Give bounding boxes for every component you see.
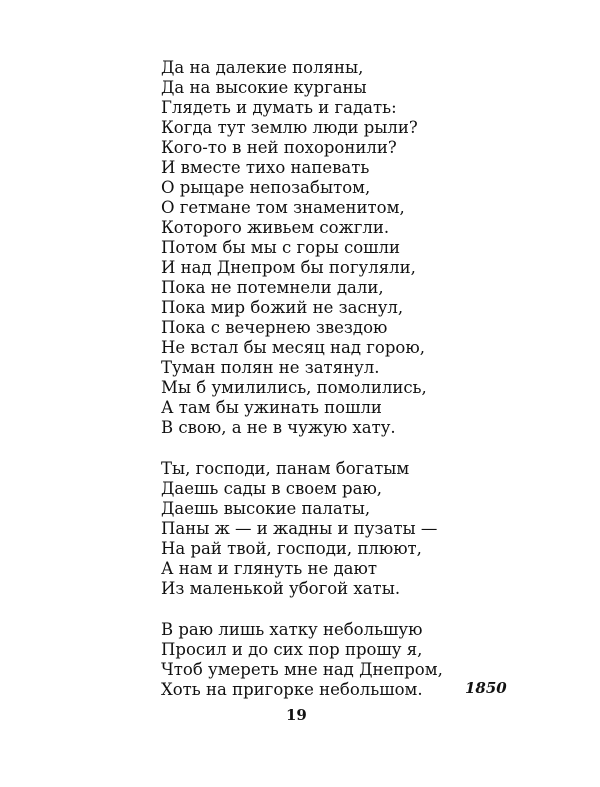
poem-line: А там бы ужинать пошли xyxy=(161,398,382,417)
poem-line: Ты, господи, панам богатым xyxy=(161,459,410,478)
poem-line: Пока не потемнели дали, xyxy=(161,278,384,297)
poem-line: Чтоб умереть мне над Днепром, xyxy=(161,660,443,679)
poem-line: Когда тут землю люди рыли? xyxy=(161,118,418,137)
poem-date: 1850 xyxy=(465,679,507,697)
poem-line: О гетмане том знаменитом, xyxy=(161,198,405,217)
poem-line: Глядеть и думать и гадать: xyxy=(161,98,397,117)
poem-line: Даешь сады в своем раю, xyxy=(161,479,383,498)
poem-line: И над Днепром бы погуляли, xyxy=(161,258,416,277)
poem-line: Из маленькой убогой хаты. xyxy=(161,579,401,598)
poem-line: В свою, а не в чужую хату. xyxy=(161,418,396,437)
poem-line: Да на высокие курганы xyxy=(161,78,367,97)
poem-line: Просил и до сих пор прошу я, xyxy=(161,640,423,659)
poem-line: Пока с вечернею звездою xyxy=(161,318,388,337)
poem-line: И вместе тихо напевать xyxy=(161,158,370,177)
poem-line: Пока мир божий не заснул, xyxy=(161,298,404,317)
poem-line: Да на далекие поляны, xyxy=(161,58,364,77)
poem-text xyxy=(161,58,481,700)
poem-line: На рай твой, господи, плюют, xyxy=(161,539,422,558)
poem-line: Паны ж — и жадны и пузаты — xyxy=(161,519,438,538)
poem-line: Потом бы мы с горы сошли xyxy=(161,238,400,257)
poem-line: Которого живьем сожгли. xyxy=(161,218,390,237)
poem-line: Туман полян не затянул. xyxy=(161,358,380,377)
poem-line: Хоть на пригорке небольшом. xyxy=(161,680,423,699)
poem-line: Мы б умилились, помолились, xyxy=(161,378,427,397)
stanza-1 xyxy=(161,58,481,438)
stanza-2 xyxy=(161,459,481,599)
poem-line: Кого-то в ней похоронили? xyxy=(161,138,397,157)
poem-line: А нам и глянуть не дают xyxy=(161,559,377,578)
poem-line: В раю лишь хатку небольшую xyxy=(161,620,423,639)
page-number: 19 xyxy=(286,706,307,724)
poem-line: Не встал бы месяц над горою, xyxy=(161,338,425,357)
poem-line: О рыцаре непозабытом, xyxy=(161,178,371,197)
stanza-3 xyxy=(161,620,481,700)
poem-line: Даешь высокие палаты, xyxy=(161,499,371,518)
